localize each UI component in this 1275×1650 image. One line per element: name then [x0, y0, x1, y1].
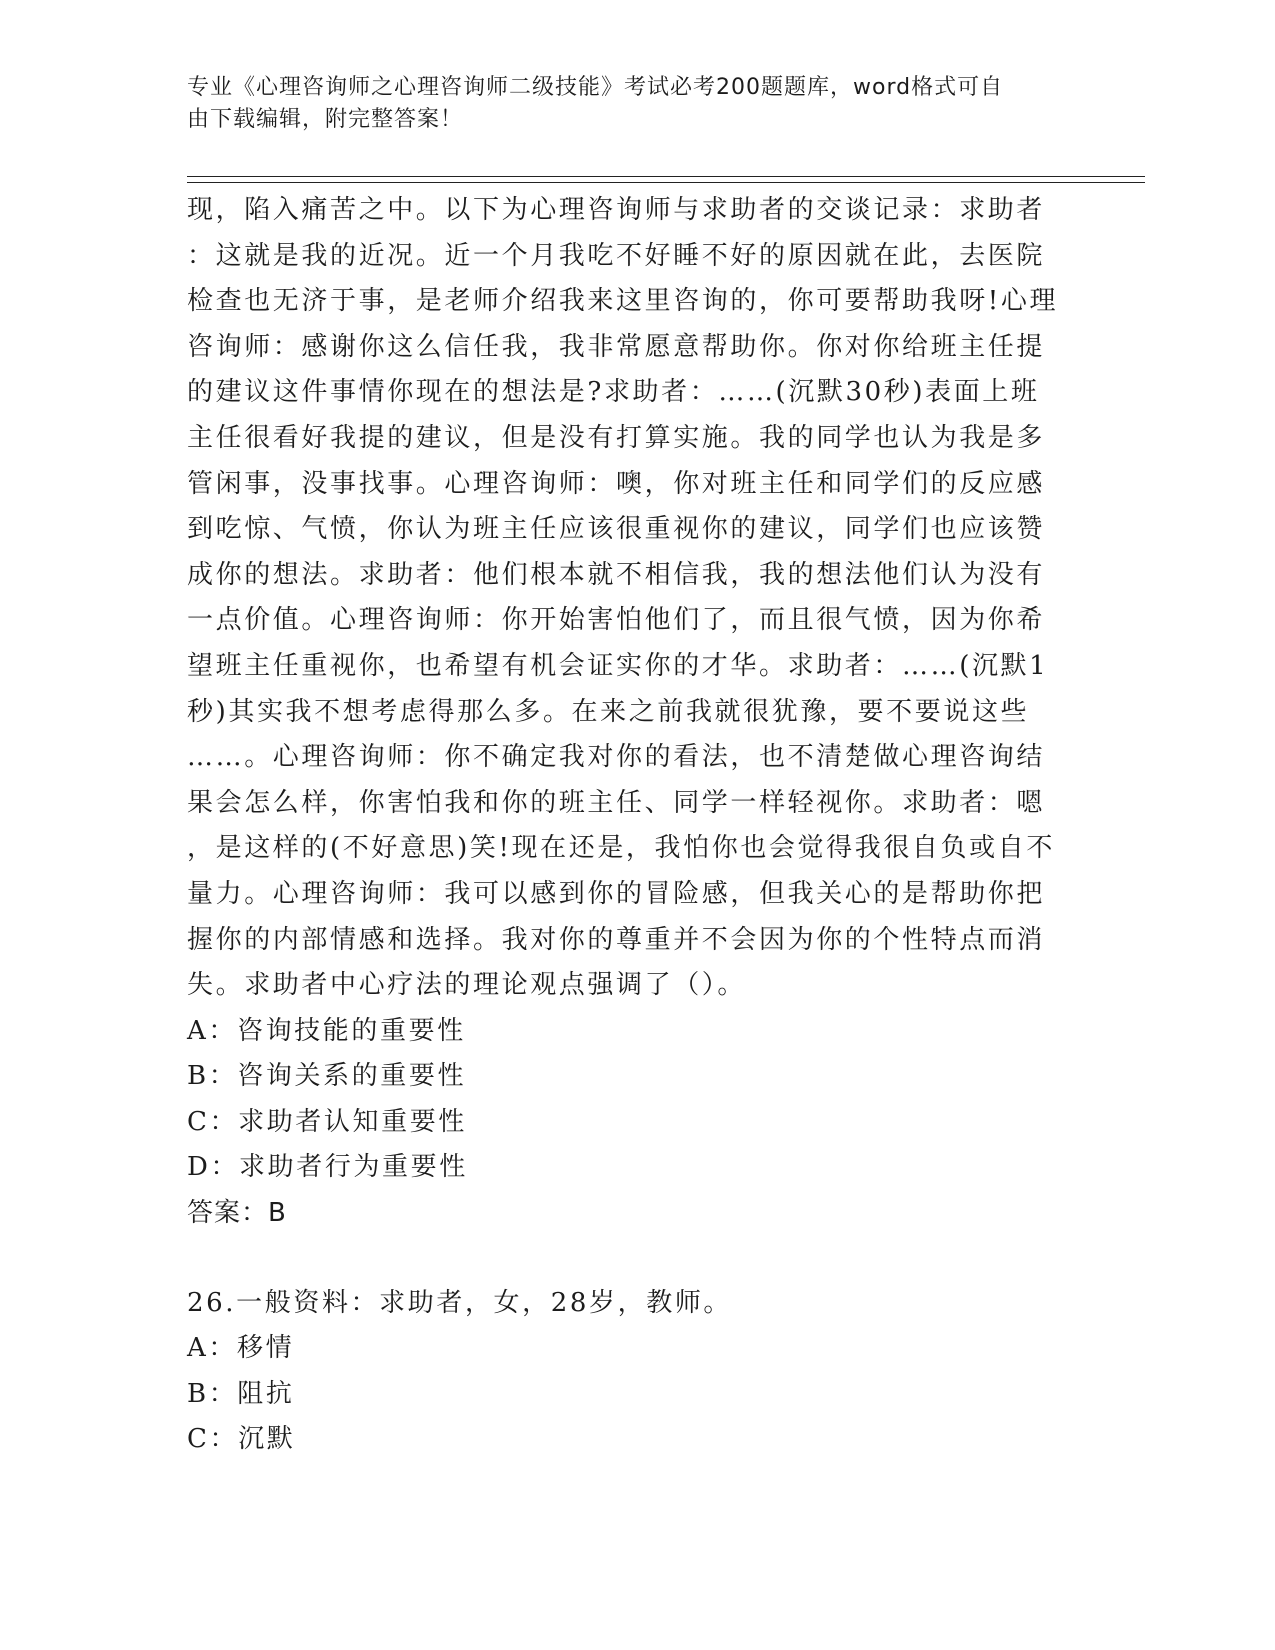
question-26-option-b: B：阻抗	[187, 1378, 295, 1409]
question-25-text: 现，陷入痛苦之中。以下为心理咨询师与求助者的交谈记录：求助者 ：这就是我的近况。近一个月我吃不好睡不好的原因就在此，去医院 检查也无济于事，是老师介绍我来这里咨询的，你可要帮助我呀!心理 咨询师：感谢你这么信任我，我非常愿意帮助你。你对你给班主任提 的建议这件事情你现在的想法是?求助者：……(沉默30秒)表面上班 主任很看好我提的建议，但是没有打算实施。我的同学也认为我是多 管闲事，没事找事。心理咨询师：噢，你对班主任和同学们的反应感 到吃惊、气愤，你认为班主任应该很重视你的建议，同学们也应该赞 成你的想法。求助者：他们根本就不相信我，我的想法他们认为没有 一点价值。心理咨询师：你开始害怕他们了，而且很气愤，因为你希 望班主任重视你，也希望有机会证实你的才华。求助者：……(沉默1 秒)其实我不想考虑得那么多。在来之前我就很犹豫，要不要说这些 ……。心理咨询师：你不确定我对你的看法，也不清楚做心理咨询结 果会怎么样，你害怕我和你的班主任、同学一样轻视你。求助者：嗯 ，是这样的(不好意思)笑!现在还是，我怕你也会觉得我很自负或自不 量力。心理咨询师：我可以感到你的冒险感，但我关心的是帮助你把 握你的内部情感和选择。我对你的尊重并不会因为你的个性特点而消 失。求助者中心疗法的理论观点强调了（）。	[187, 195, 1059, 1001]
question-26-text: 26.一般资料：求助者，女，28岁，教师。	[187, 1287, 733, 1318]
page-header	[187, 72, 1067, 136]
question-25-answer: 答案：B	[187, 1197, 287, 1228]
document-body	[187, 188, 1077, 1463]
question-25-option-c: C：求助者认知重要性	[187, 1106, 467, 1137]
question-25-option-a: A：咨询技能的重要性	[187, 1015, 466, 1046]
question-25-option-b: B：咨询关系的重要性	[187, 1061, 467, 1092]
header-rule-bottom	[187, 182, 1145, 183]
question-26-option-a: A：移情	[187, 1333, 295, 1364]
question-26-option-c: C：沉默	[187, 1424, 296, 1455]
header-line-2: 由下载编辑，附完整答案！	[187, 107, 464, 132]
question-25-option-d: D：求助者行为重要性	[187, 1152, 468, 1183]
header-rule-top	[187, 176, 1145, 177]
header-line-1: 专业《心理咨询师之心理咨询师二级技能》考试必考200题题库，word格式可自	[187, 75, 1004, 100]
question-gap	[187, 1236, 1077, 1281]
